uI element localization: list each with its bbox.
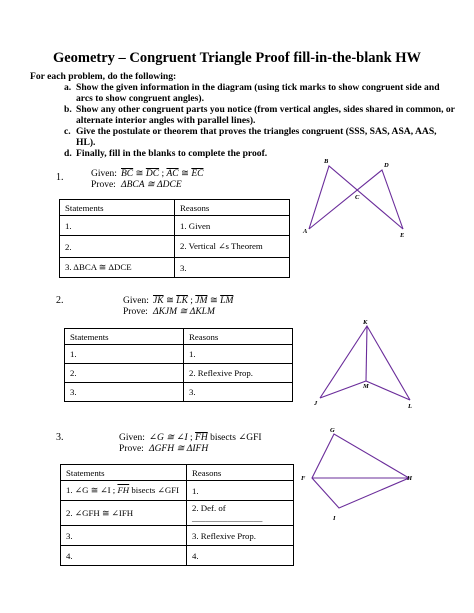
given-bisects: bisects ∠GFI	[207, 433, 262, 443]
given-segment: $\overline{LM}$	[220, 296, 234, 306]
reason-cell: 1.	[184, 345, 293, 364]
problem-3-number: 3.	[56, 432, 64, 443]
given-symbol: ≅	[207, 296, 221, 306]
problem-1-given	[91, 169, 203, 191]
reason-cell: 4.	[187, 546, 294, 566]
prove-label: Prove:	[91, 180, 116, 190]
kite-diagram	[310, 314, 420, 414]
label-f: F	[301, 475, 306, 482]
label-b: B	[324, 158, 329, 165]
instruction-text: Show any other congruent parts you notice (from vertical angles, sides shared in common, or alternate interior angles with parallel lines).	[76, 104, 455, 126]
reason-cell: 3.	[175, 258, 290, 278]
quadrilateral-diagram	[298, 424, 423, 524]
instruction-text: Finally, fill in the blanks to complete the proof.	[76, 148, 268, 159]
given-label: Given:	[91, 169, 117, 179]
instruction-letter: c.	[64, 126, 71, 137]
header-statements: Statements	[60, 200, 175, 216]
label-c: C	[355, 194, 360, 201]
header-reasons: Reasons	[187, 465, 294, 481]
given-label: Given:	[123, 296, 149, 306]
given-segment: $\overline{AC}$	[166, 169, 179, 179]
instruction-item	[64, 82, 457, 104]
reason-cell: 2. Reflexive Prop.	[184, 364, 293, 383]
prove-statement: ΔKJM ≅ ΔKLM	[153, 307, 215, 317]
statement-cell: 1.	[65, 345, 184, 364]
label-d: D	[384, 162, 389, 169]
segment-km	[366, 326, 367, 381]
instruction-text: Give the postulate or theorem that proves the triangles congruent (SSS, SAS, ASA, AAS, HL).	[76, 126, 437, 148]
given-symbol: ≅	[133, 169, 146, 179]
header-reasons: Reasons	[175, 200, 290, 216]
given-segment: $\overline{LK}$	[176, 296, 188, 306]
quadrilateral-gfih	[312, 434, 409, 508]
instruction-letter: d.	[64, 148, 72, 159]
statement-bisects: bisects ∠GFI	[129, 485, 180, 495]
statement-angles: 1. ∠G ≅ ∠I ;	[66, 485, 118, 495]
label-k: K	[363, 319, 368, 326]
label-h: H	[407, 475, 413, 482]
prove-label: Prove:	[119, 444, 144, 454]
statement-cell: 3.	[61, 526, 187, 546]
given-symbol: ≅	[178, 169, 192, 179]
label-m: M	[363, 383, 369, 390]
statement-cell: 2.	[60, 236, 175, 258]
proof-table-2	[64, 328, 293, 402]
reason-cell: 2. Def. of ________________	[187, 501, 294, 526]
given-symbol: ≅	[163, 296, 177, 306]
label-a: A	[303, 228, 308, 235]
instruction-item	[64, 104, 457, 126]
given-separator: ;	[187, 433, 196, 443]
given-separator: ;	[159, 169, 167, 179]
label-e: E	[400, 232, 405, 239]
instructions	[30, 71, 457, 159]
problem-3-given	[119, 433, 262, 455]
problem-1-number: 1.	[56, 172, 64, 183]
problem-2-number: 2.	[56, 295, 64, 306]
instructions-intro: For each problem, do the following:	[30, 71, 177, 82]
given-angles: ∠G ≅ ∠I	[149, 433, 188, 443]
instruction-letter: a.	[64, 82, 72, 93]
instructions-list	[64, 82, 457, 159]
reason-cell: 3. Reflexive Prop.	[187, 526, 294, 546]
label-g: G	[330, 427, 335, 434]
statement-cell: 2. ∠GFH ≅ ∠IFH	[61, 501, 187, 526]
statement-cell	[61, 481, 187, 501]
reason-cell: 1.	[187, 481, 294, 501]
header-statements: Statements	[65, 329, 184, 345]
instruction-item	[64, 126, 457, 148]
reason-cell: 2. Vertical ∠s Theorem	[175, 236, 290, 258]
bowtie-diagram	[300, 155, 420, 245]
reason-cell: 3.	[184, 383, 293, 402]
label-j: J	[314, 400, 318, 407]
statement-cell: 3. ΔBCA ≅ ΔDCE	[60, 258, 175, 278]
given-separator: ;	[187, 296, 196, 306]
proof-table-3	[60, 464, 294, 566]
statement-segment: $\overline{FH}$	[117, 485, 130, 495]
instruction-text: Show the given information in the diagram (using tick marks to show congruent side and arcs to show congruent angles).	[76, 82, 440, 104]
given-segment: $\overline{DC}$	[145, 169, 160, 179]
instruction-letter: b.	[64, 104, 72, 115]
given-segment: $\overline{EC}$	[191, 169, 204, 179]
proof-table-1	[59, 199, 290, 278]
page-title: Geometry – Congruent Triangle Proof fill-in-the-blank HW	[52, 50, 422, 66]
statement-cell: 4.	[61, 546, 187, 566]
given-segment: $\overline{JK}$	[153, 296, 164, 306]
label-l: L	[408, 403, 412, 410]
given-segment: $\overline{JM}$	[195, 296, 208, 306]
header-statements: Statements	[61, 465, 187, 481]
header-reasons: Reasons	[184, 329, 293, 345]
given-segment: $\overline{FH}$	[195, 433, 208, 443]
label-i: I	[333, 515, 336, 522]
prove-label: Prove:	[123, 307, 148, 317]
given-segment: $\overline{BC}$	[121, 169, 134, 179]
statement-cell: 2.	[65, 364, 184, 383]
prove-statement: ΔBCA ≅ ΔDCE	[121, 180, 182, 190]
prove-statement: ΔGFH ≅ ΔIFH	[149, 444, 209, 454]
problem-2-given	[123, 296, 233, 318]
given-label: Given:	[119, 433, 145, 443]
statement-cell: 3.	[65, 383, 184, 402]
statement-cell: 1.	[60, 216, 175, 236]
reason-cell: 1. Given	[175, 216, 290, 236]
